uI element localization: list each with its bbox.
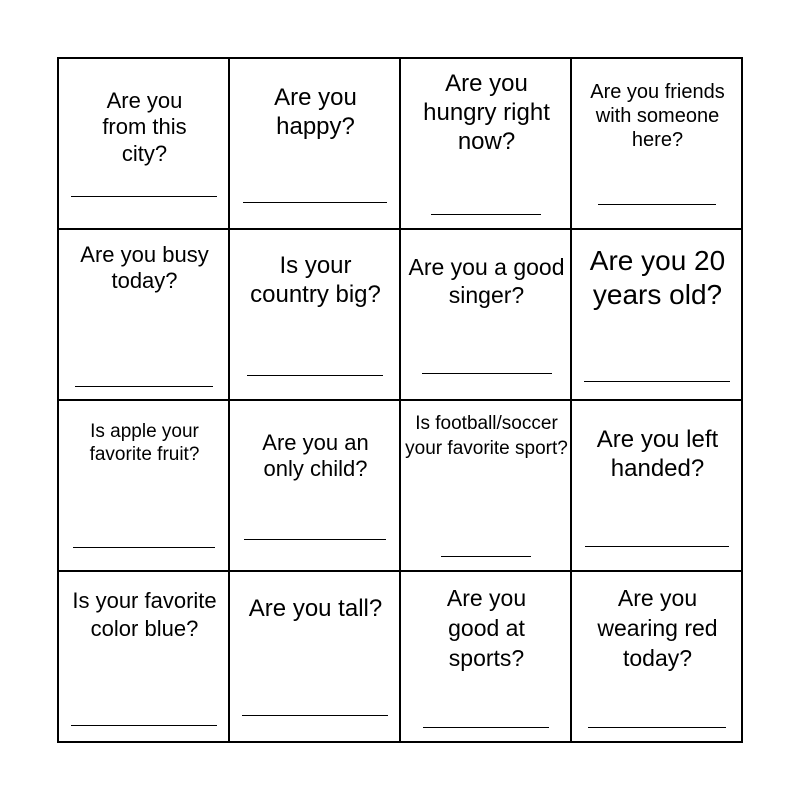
cell-question: Is football/soccer your favorite sport? bbox=[405, 413, 568, 459]
answer-line bbox=[73, 547, 215, 548]
bingo-cell[interactable] bbox=[401, 572, 572, 743]
bingo-cell[interactable] bbox=[572, 572, 743, 743]
cell-question: Are you good at sports? bbox=[446, 585, 527, 671]
bingo-cell[interactable] bbox=[572, 59, 743, 230]
bingo-cell[interactable] bbox=[230, 401, 401, 572]
answer-line bbox=[588, 727, 726, 728]
bingo-cell[interactable] bbox=[59, 59, 230, 230]
bingo-cell[interactable] bbox=[230, 230, 401, 401]
bingo-cell[interactable] bbox=[230, 59, 401, 230]
cell-question: Are you busy today? bbox=[80, 242, 209, 294]
cell-question: Are you hungry right now? bbox=[423, 70, 550, 155]
cell-question: Is your country big? bbox=[250, 252, 381, 308]
cell-question: Are you friends with someone here? bbox=[590, 81, 725, 151]
answer-line bbox=[598, 204, 716, 205]
answer-line bbox=[441, 556, 531, 557]
bingo-board bbox=[57, 57, 743, 743]
bingo-cell[interactable] bbox=[401, 59, 572, 230]
answer-line bbox=[247, 375, 383, 376]
cell-question: Are you a good singer? bbox=[408, 254, 565, 308]
answer-line bbox=[71, 196, 217, 197]
cell-question: Are you from this city? bbox=[102, 88, 187, 166]
answer-line bbox=[242, 715, 388, 716]
answer-line bbox=[585, 546, 729, 547]
answer-line bbox=[423, 727, 549, 728]
answer-line bbox=[71, 725, 217, 726]
cell-question: Are you 20 years old? bbox=[589, 245, 726, 311]
answer-line bbox=[244, 539, 386, 540]
bingo-cell[interactable] bbox=[401, 230, 572, 401]
cell-question: Are you happy? bbox=[274, 84, 357, 140]
cell-question: Is your favorite color blue? bbox=[72, 588, 217, 641]
bingo-cell[interactable] bbox=[59, 230, 230, 401]
cell-question: Are you left handed? bbox=[596, 426, 719, 482]
answer-line bbox=[75, 386, 213, 387]
cell-question: Is apple your favorite fruit? bbox=[89, 421, 200, 465]
bingo-cell[interactable] bbox=[572, 230, 743, 401]
cell-question: Are you wearing red today? bbox=[597, 585, 718, 671]
answer-line bbox=[584, 381, 730, 382]
bingo-cell[interactable] bbox=[59, 572, 230, 743]
cell-question: Are you an only child? bbox=[262, 430, 369, 482]
answer-line bbox=[243, 202, 387, 203]
bingo-cell[interactable] bbox=[572, 401, 743, 572]
answer-line bbox=[431, 214, 541, 215]
bingo-cell[interactable] bbox=[59, 401, 230, 572]
answer-line bbox=[422, 373, 552, 374]
bingo-cell[interactable] bbox=[401, 401, 572, 572]
cell-question: Are you tall? bbox=[248, 595, 383, 622]
bingo-cell[interactable] bbox=[230, 572, 401, 743]
